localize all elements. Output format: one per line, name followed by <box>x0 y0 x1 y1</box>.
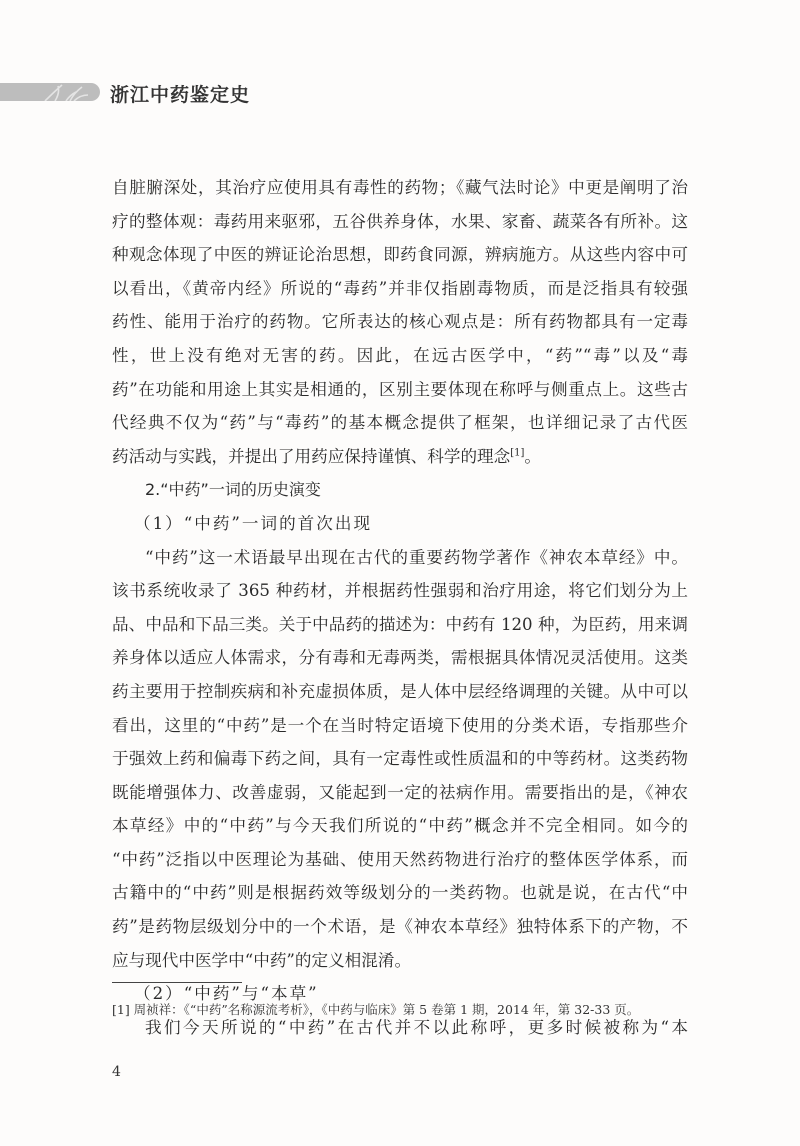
subsection-heading: （2）“中药”与“本草” <box>134 984 319 1004</box>
page-number: 4 <box>112 1064 121 1080</box>
footnote-reference[interactable]: [1] <box>510 447 525 459</box>
text-line <box>112 876 688 910</box>
line-text: 看出，这里的“中药”是一个在当时特定语境下使用的分类术语，专指那些介 <box>112 715 688 735</box>
line-text: 本草经》中的“中药”与今天我们所说的“中药”概念并不完全相同。如今的 <box>112 816 688 836</box>
text-line <box>112 205 688 239</box>
text-line <box>112 709 688 743</box>
text-line <box>112 406 688 440</box>
line-text: 既能增强体力、改善虚弱，又能起到一定的祛病作用。需要指出的是，《神农 <box>112 782 688 802</box>
text-line <box>112 944 688 978</box>
text-line <box>112 742 688 776</box>
text-line <box>112 675 688 709</box>
line-text: 应与现代中医学中“中药”的定义相混淆。 <box>112 950 412 970</box>
line-text: 古籍中的“中药”则是根据药效等级划分的一类药物。也就是说，在古代“中 <box>112 883 688 903</box>
line-text: 疗的整体观：毒药用来驱邪，五谷供养身体，水果、家畜、蔬菜各有所补。这 <box>112 211 688 231</box>
line-text: 性，世上没有绝对无害的药。因此，在远古医学中，“药”“毒”以及“毒 <box>112 345 688 365</box>
text-line <box>112 541 688 575</box>
text-line <box>112 809 688 843</box>
line-text: 种观念体现了中医的辨证论治思想，即药食同源，辨病施方。从这些内容中可 <box>112 245 688 265</box>
footnote: [1] 周祯祥：《“中药”名称源流考析》，《中药与临床》第 5 卷第 1 期，2014 年，第 32-33 页。 <box>112 1002 640 1017</box>
text-line <box>112 272 688 306</box>
header-decoration-bar <box>0 83 100 101</box>
line-text: 药主要用于控制疾病和补充虚损体质，是人体中层经络调理的关键。从中可以 <box>112 681 688 701</box>
line-text: 自脏腑深处，其治疗应使用具有毒性的药物；《藏气法时论》中更是阐明了治 <box>112 178 688 197</box>
punctuation: 。 <box>524 446 542 466</box>
text-line <box>112 641 688 675</box>
line-text: 药”是药物层级划分中的一个术语，是《神农本草经》独特体系下的产物，不 <box>112 917 688 937</box>
footnote-divider <box>112 982 242 983</box>
line-text: 品、中品和下品三类。关于中品药的描述为：中药有 120 种，为臣药，用来调 <box>112 614 688 634</box>
body-text <box>112 171 688 1044</box>
line-text: 药活动与实践，并提出了用药应保持谨慎、科学的理念 <box>112 446 511 466</box>
text-line <box>112 843 688 877</box>
bamboo-leaf-icon <box>0 83 100 101</box>
text-line <box>112 373 688 407</box>
text-line <box>112 574 688 608</box>
running-header-title: 浙江中药鉴定史 <box>110 84 251 106</box>
line-text: 代经典不仅为“药”与“毒药”的基本概念提供了框架，也详细记录了古代医 <box>112 413 688 433</box>
line-text: 养身体以适应人体需求，分有毒和无毒两类，需根据具体情况灵活使用。这类 <box>112 648 688 668</box>
text-line <box>112 171 688 205</box>
section-heading: 2.“中药”一词的历史演变 <box>145 480 321 500</box>
line-text: 以看出，《黄帝内经》所说的“毒药”并非仅指剧毒物质，而是泛指具有较强 <box>112 278 688 298</box>
text-line <box>112 910 688 944</box>
line-text: 药”在功能和用途上其实是相通的，区别主要体现在称呼与侧重点上。这些古 <box>112 379 688 399</box>
line-text: 药性、能用于治疗的药物。它所表达的核心观点是：所有药物都具有一定毒 <box>112 312 688 332</box>
text-line <box>112 238 688 272</box>
text-line <box>112 608 688 642</box>
line-text: “中药”这一术语最早出现在古代的重要药物学著作《神农本草经》中。 <box>145 547 688 567</box>
text-line <box>112 440 688 474</box>
text-line <box>112 339 688 373</box>
text-line <box>112 776 688 810</box>
subsection-heading: （1）“中药”一词的首次出现 <box>134 513 373 533</box>
line-text: 该书系统收录了 365 种药材，并根据药性强弱和治疗用途，将它们划分为上 <box>112 581 688 601</box>
text-line <box>112 305 688 339</box>
line-text: 我们今天所说的“中药”在古代并不以此称呼，更多时候被称为“本 <box>145 1017 688 1037</box>
line-text: “中药”泛指以中医理论为基础、使用天然药物进行治疗的整体医学体系，而 <box>112 849 688 869</box>
line-text: 于强效上药和偏毒下药之间，具有一定毒性或性质温和的中等药材。这类药物 <box>112 749 688 769</box>
